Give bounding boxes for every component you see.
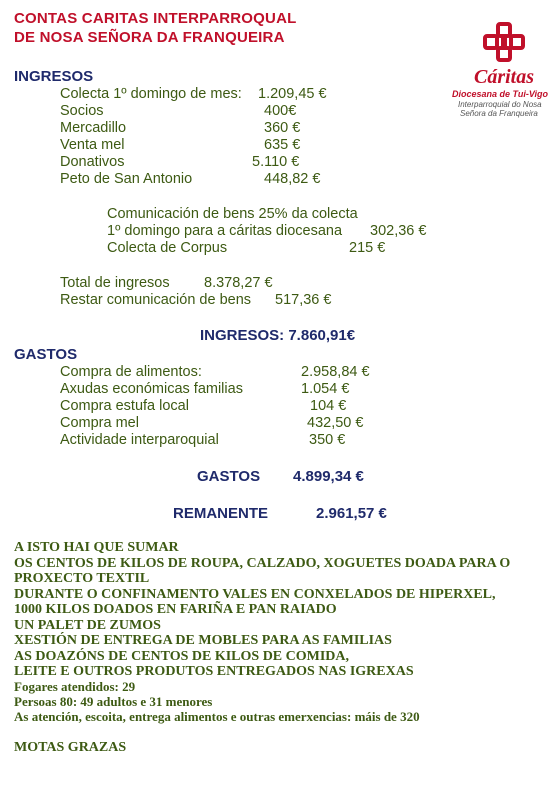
restar-label: Restar comunicación de bens [60, 292, 252, 308]
stat-line: Fogares atendidos: 29 [14, 679, 136, 694]
gastos-heading: GASTOS [14, 346, 78, 363]
ingresos-item-value: 635 € [264, 137, 301, 153]
logo-parish-line-1: Interparroquial do Nosa [458, 100, 542, 109]
ingresos-item-label: Peto de San Antonio [60, 171, 193, 187]
caritas-logo [452, 22, 552, 122]
ingresos-item-label: Mercadillo [60, 120, 127, 136]
stat-line: As atención, escoita, entrega alimentos e outras emerxencias: máis de 320 [14, 709, 420, 724]
note-line: LEITE E OUTROS PRODUTOS ENTREGADOS NAS IGREXAS [14, 664, 414, 679]
ingresos-item-value: 400€ [264, 103, 297, 119]
gastos-item-label: Compra estufa local [60, 398, 189, 414]
ingresos-item-label: Socios [60, 103, 104, 119]
logo-parish-line-2: Señora da Franqueira [460, 109, 538, 118]
title-line-2: DE NOSA SEÑORA DA FRANQUEIRA [14, 29, 285, 46]
ingresos-item-label: Colecta 1º domingo de mes: [60, 86, 242, 102]
logo-name: Cáritas [474, 66, 535, 88]
gastos-item-label: Axudas económicas familias [60, 381, 243, 397]
gastos-item-label: Compra mel [60, 415, 139, 431]
ingresos-item-value: 1.209,45 € [258, 86, 327, 102]
note-line: PROXECTO TEXTIL [14, 571, 150, 586]
ingresos-item-value: 360 € [264, 120, 301, 136]
gastos-total-value: 4.899,34 € [293, 468, 364, 485]
total-ingresos-label: Total de ingresos [60, 275, 170, 291]
logo-subtitle: Diocesana de Tui-Vigo [452, 89, 549, 99]
note-line: AS DOAZÓNS DE CENTOS DE KILOS DE COMIDA, [14, 649, 350, 664]
gastos-item-label: Actividade interparoquial [60, 432, 219, 448]
gastos-item-value: 104 € [310, 398, 347, 414]
ingresos-item-value: 5.110 € [252, 154, 300, 170]
deduction-label: Comunicación de bens 25% da colecta [107, 206, 358, 222]
note-line: DURANTE O CONFINAMENTO VALES EN CONXELADOS DE HIPERXEL, [14, 587, 496, 602]
deduction-label: 1º domingo para a cáritas diocesana [107, 223, 343, 239]
title-line-1: CONTAS CARITAS INTERPARROQUAL [14, 10, 297, 27]
ingresos-heading: INGRESOS [14, 68, 94, 85]
ingresos-item-value: 448,82 € [264, 171, 321, 187]
note-line: A ISTO HAI QUE SUMAR [14, 540, 179, 555]
note-line: OS CENTOS DE KILOS DE ROUPA, CALZADO, XOGUETES DOADA PARA O [14, 556, 511, 571]
gastos-item-value: 432,50 € [307, 415, 364, 431]
ingresos-net-total: INGRESOS: 7.860,91€ [200, 327, 356, 344]
caritas-cross-icon [482, 22, 526, 62]
gastos-total-label: GASTOS [197, 468, 261, 485]
gastos-item-value: 1.054 € [301, 381, 350, 397]
gastos-item-value: 2.958,84 € [301, 364, 370, 380]
note-line: UN PALET DE ZUMOS [14, 618, 161, 633]
gastos-item-label: Compra de alimentos: [60, 364, 202, 380]
ingresos-item-label: Donativos [60, 154, 125, 170]
restar-value: 517,36 € [275, 292, 332, 308]
remanente-value: 2.961,57 € [316, 505, 387, 522]
note-line: 1000 KILOS DOADOS EN FARIÑA E PAN RAIADO [14, 602, 337, 617]
stat-line: Persoas 80: 49 adultos e 31 menores [14, 694, 213, 709]
note-line: XESTIÓN DE ENTREGA DE MOBLES PARA AS FAMILIAS [14, 633, 392, 648]
closing-text: MOTAS GRAZAS [14, 740, 127, 755]
deduction-value: 215 € [349, 240, 386, 256]
gastos-item-value: 350 € [309, 432, 346, 448]
ingresos-item-label: Venta mel [60, 137, 125, 153]
deduction-label: Colecta de Corpus [107, 240, 228, 256]
remanente-label: REMANENTE [173, 505, 269, 522]
deduction-value: 302,36 € [370, 223, 427, 239]
total-ingresos-value: 8.378,27 € [204, 275, 273, 291]
